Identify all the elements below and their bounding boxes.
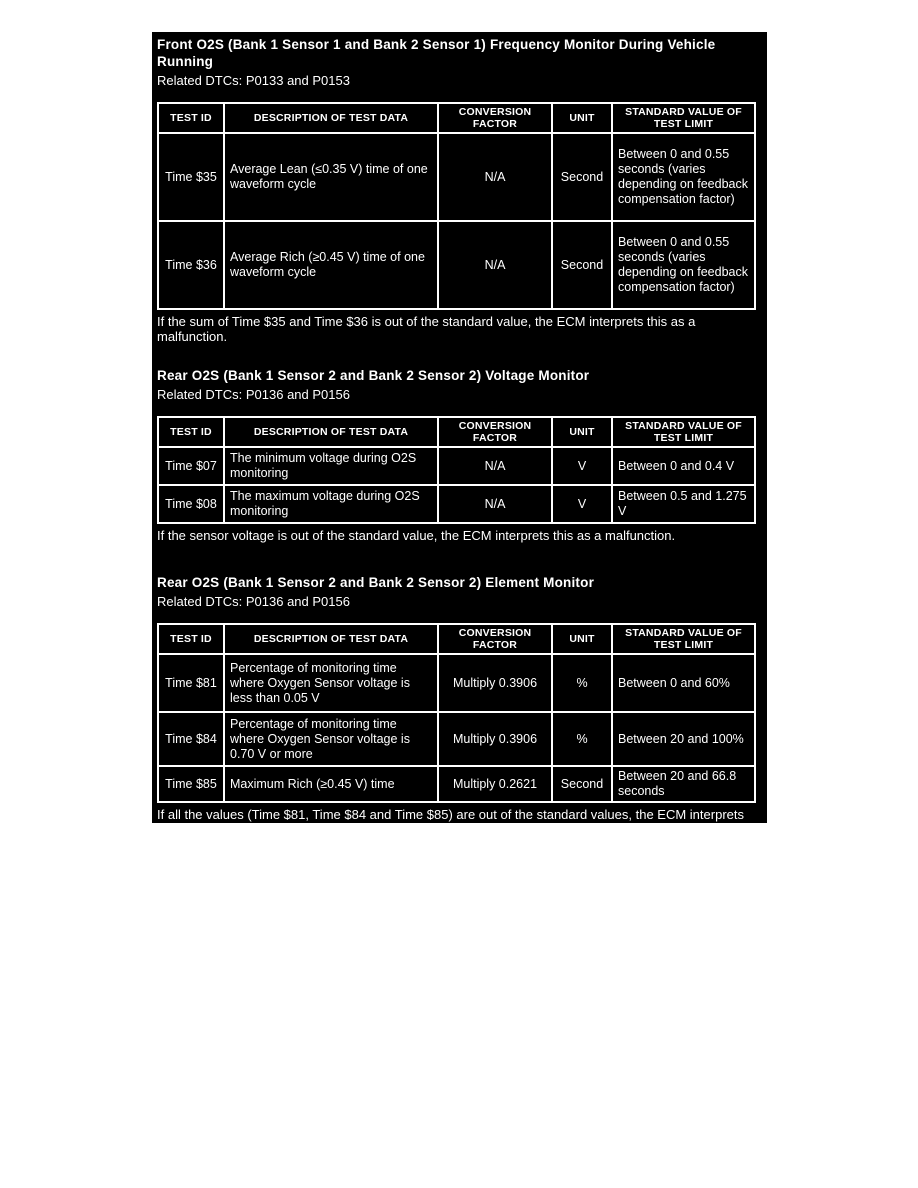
cell-description: Average Rich (≥0.45 V) time of one waveform cycle — [224, 221, 438, 309]
table-row — [158, 654, 755, 712]
related-dtcs: Related DTCs: P0136 and P0156 — [157, 594, 350, 609]
section-title: Rear O2S (Bank 1 Sensor 2 and Bank 2 Sensor 2) Element Monitor — [157, 575, 595, 590]
column-header-standard-value: STANDARD VALUE OF TEST LIMIT — [612, 103, 755, 133]
cell-conversion-factor: N/A — [438, 221, 552, 309]
cell-test-id: Time $35 — [158, 133, 224, 221]
test-data-table — [157, 416, 756, 524]
column-header-test-id: TEST ID — [158, 624, 224, 654]
cell-conversion-factor: Multiply 0.2621 — [438, 766, 552, 802]
cell-standard-value: Between 20 and 100% — [612, 712, 755, 766]
related-dtcs: Related DTCs: P0136 and P0156 — [157, 387, 350, 402]
cell-conversion-factor: N/A — [438, 133, 552, 221]
cell-unit: Second — [552, 221, 612, 309]
cell-description: Percentage of monitoring time where Oxygen Sensor voltage is 0.70 V or more — [224, 712, 438, 766]
cell-description: Percentage of monitoring time where Oxygen Sensor voltage is less than 0.05 V — [224, 654, 438, 712]
cell-standard-value: Between 0 and 60% — [612, 654, 755, 712]
cell-conversion-factor: Multiply 0.3906 — [438, 712, 552, 766]
column-header-description: DESCRIPTION OF TEST DATA — [224, 417, 438, 447]
cell-unit: Second — [552, 133, 612, 221]
cell-description: Maximum Rich (≥0.45 V) time — [224, 766, 438, 802]
cell-test-id: Time $08 — [158, 485, 224, 523]
table-row — [158, 485, 755, 523]
cell-unit: Second — [552, 766, 612, 802]
table-note: If the sum of Time $35 and Time $36 is out of the standard value, the ECM interprets this as a malfunction. — [157, 314, 696, 344]
column-header-unit: UNIT — [552, 103, 612, 133]
column-header-conversion-factor: CONVERSION FACTOR — [438, 624, 552, 654]
cell-description: The maximum voltage during O2S monitoring — [224, 485, 438, 523]
cell-standard-value: Between 20 and 66.8 seconds — [612, 766, 755, 802]
cell-test-id: Time $36 — [158, 221, 224, 309]
column-header-standard-value: STANDARD VALUE OF TEST LIMIT — [612, 624, 755, 654]
cell-standard-value: Between 0.5 and 1.275 V — [612, 485, 755, 523]
column-header-test-id: TEST ID — [158, 103, 224, 133]
cell-conversion-factor: Multiply 0.3906 — [438, 654, 552, 712]
column-header-unit: UNIT — [552, 624, 612, 654]
table-row — [158, 447, 755, 485]
column-header-conversion-factor: CONVERSION FACTOR — [438, 417, 552, 447]
cell-description: Average Lean (≤0.35 V) time of one waveform cycle — [224, 133, 438, 221]
document-panel — [152, 32, 767, 837]
cell-unit: % — [552, 712, 612, 766]
section-rear-o2s-voltage-monitor — [157, 367, 758, 543]
cell-test-id: Time $07 — [158, 447, 224, 485]
table-row — [158, 712, 755, 766]
cell-conversion-factor: N/A — [438, 485, 552, 523]
table-header-row — [158, 624, 755, 654]
column-header-description: DESCRIPTION OF TEST DATA — [224, 103, 438, 133]
table-row — [158, 766, 755, 802]
table-row — [158, 221, 755, 309]
cell-standard-value: Between 0 and 0.55 seconds (varies depending on feedback compensation factor) — [612, 221, 755, 309]
column-header-conversion-factor: CONVERSION FACTOR — [438, 103, 552, 133]
section-front-o2s-frequency-monitor — [157, 36, 758, 344]
column-header-standard-value: STANDARD VALUE OF TEST LIMIT — [612, 417, 755, 447]
related-dtcs: Related DTCs: P0133 and P0153 — [157, 73, 350, 88]
test-data-table — [157, 102, 756, 310]
cell-unit: V — [552, 447, 612, 485]
cell-conversion-factor: N/A — [438, 447, 552, 485]
section-title: Front O2S (Bank 1 Sensor 1 and Bank 2 Sensor 1) Frequency Monitor During Vehicle Running — [157, 37, 716, 69]
cell-description: The minimum voltage during O2S monitoring — [224, 447, 438, 485]
cell-test-id: Time $85 — [158, 766, 224, 802]
cell-unit: % — [552, 654, 612, 712]
section-rear-o2s-element-monitor — [157, 574, 758, 837]
column-header-test-id: TEST ID — [158, 417, 224, 447]
table-header-row — [158, 417, 755, 447]
table-note: If the sensor voltage is out of the standard value, the ECM interprets this as a malfunction. — [157, 528, 676, 543]
cell-unit: V — [552, 485, 612, 523]
column-header-description: DESCRIPTION OF TEST DATA — [224, 624, 438, 654]
test-data-table — [157, 623, 756, 803]
table-row — [158, 133, 755, 221]
table-note: If all the values (Time $81, Time $84 and Time $85) are out of the standard values, the ECM interprets this as a malfunction. — [157, 807, 744, 837]
cell-standard-value: Between 0 and 0.55 seconds (varies depending on feedback compensation factor) — [612, 133, 755, 221]
column-header-unit: UNIT — [552, 417, 612, 447]
table-header-row — [158, 103, 755, 133]
section-title: Rear O2S (Bank 1 Sensor 2 and Bank 2 Sensor 2) Voltage Monitor — [157, 368, 590, 383]
cell-standard-value: Between 0 and 0.4 V — [612, 447, 755, 485]
cell-test-id: Time $81 — [158, 654, 224, 712]
cell-test-id: Time $84 — [158, 712, 224, 766]
